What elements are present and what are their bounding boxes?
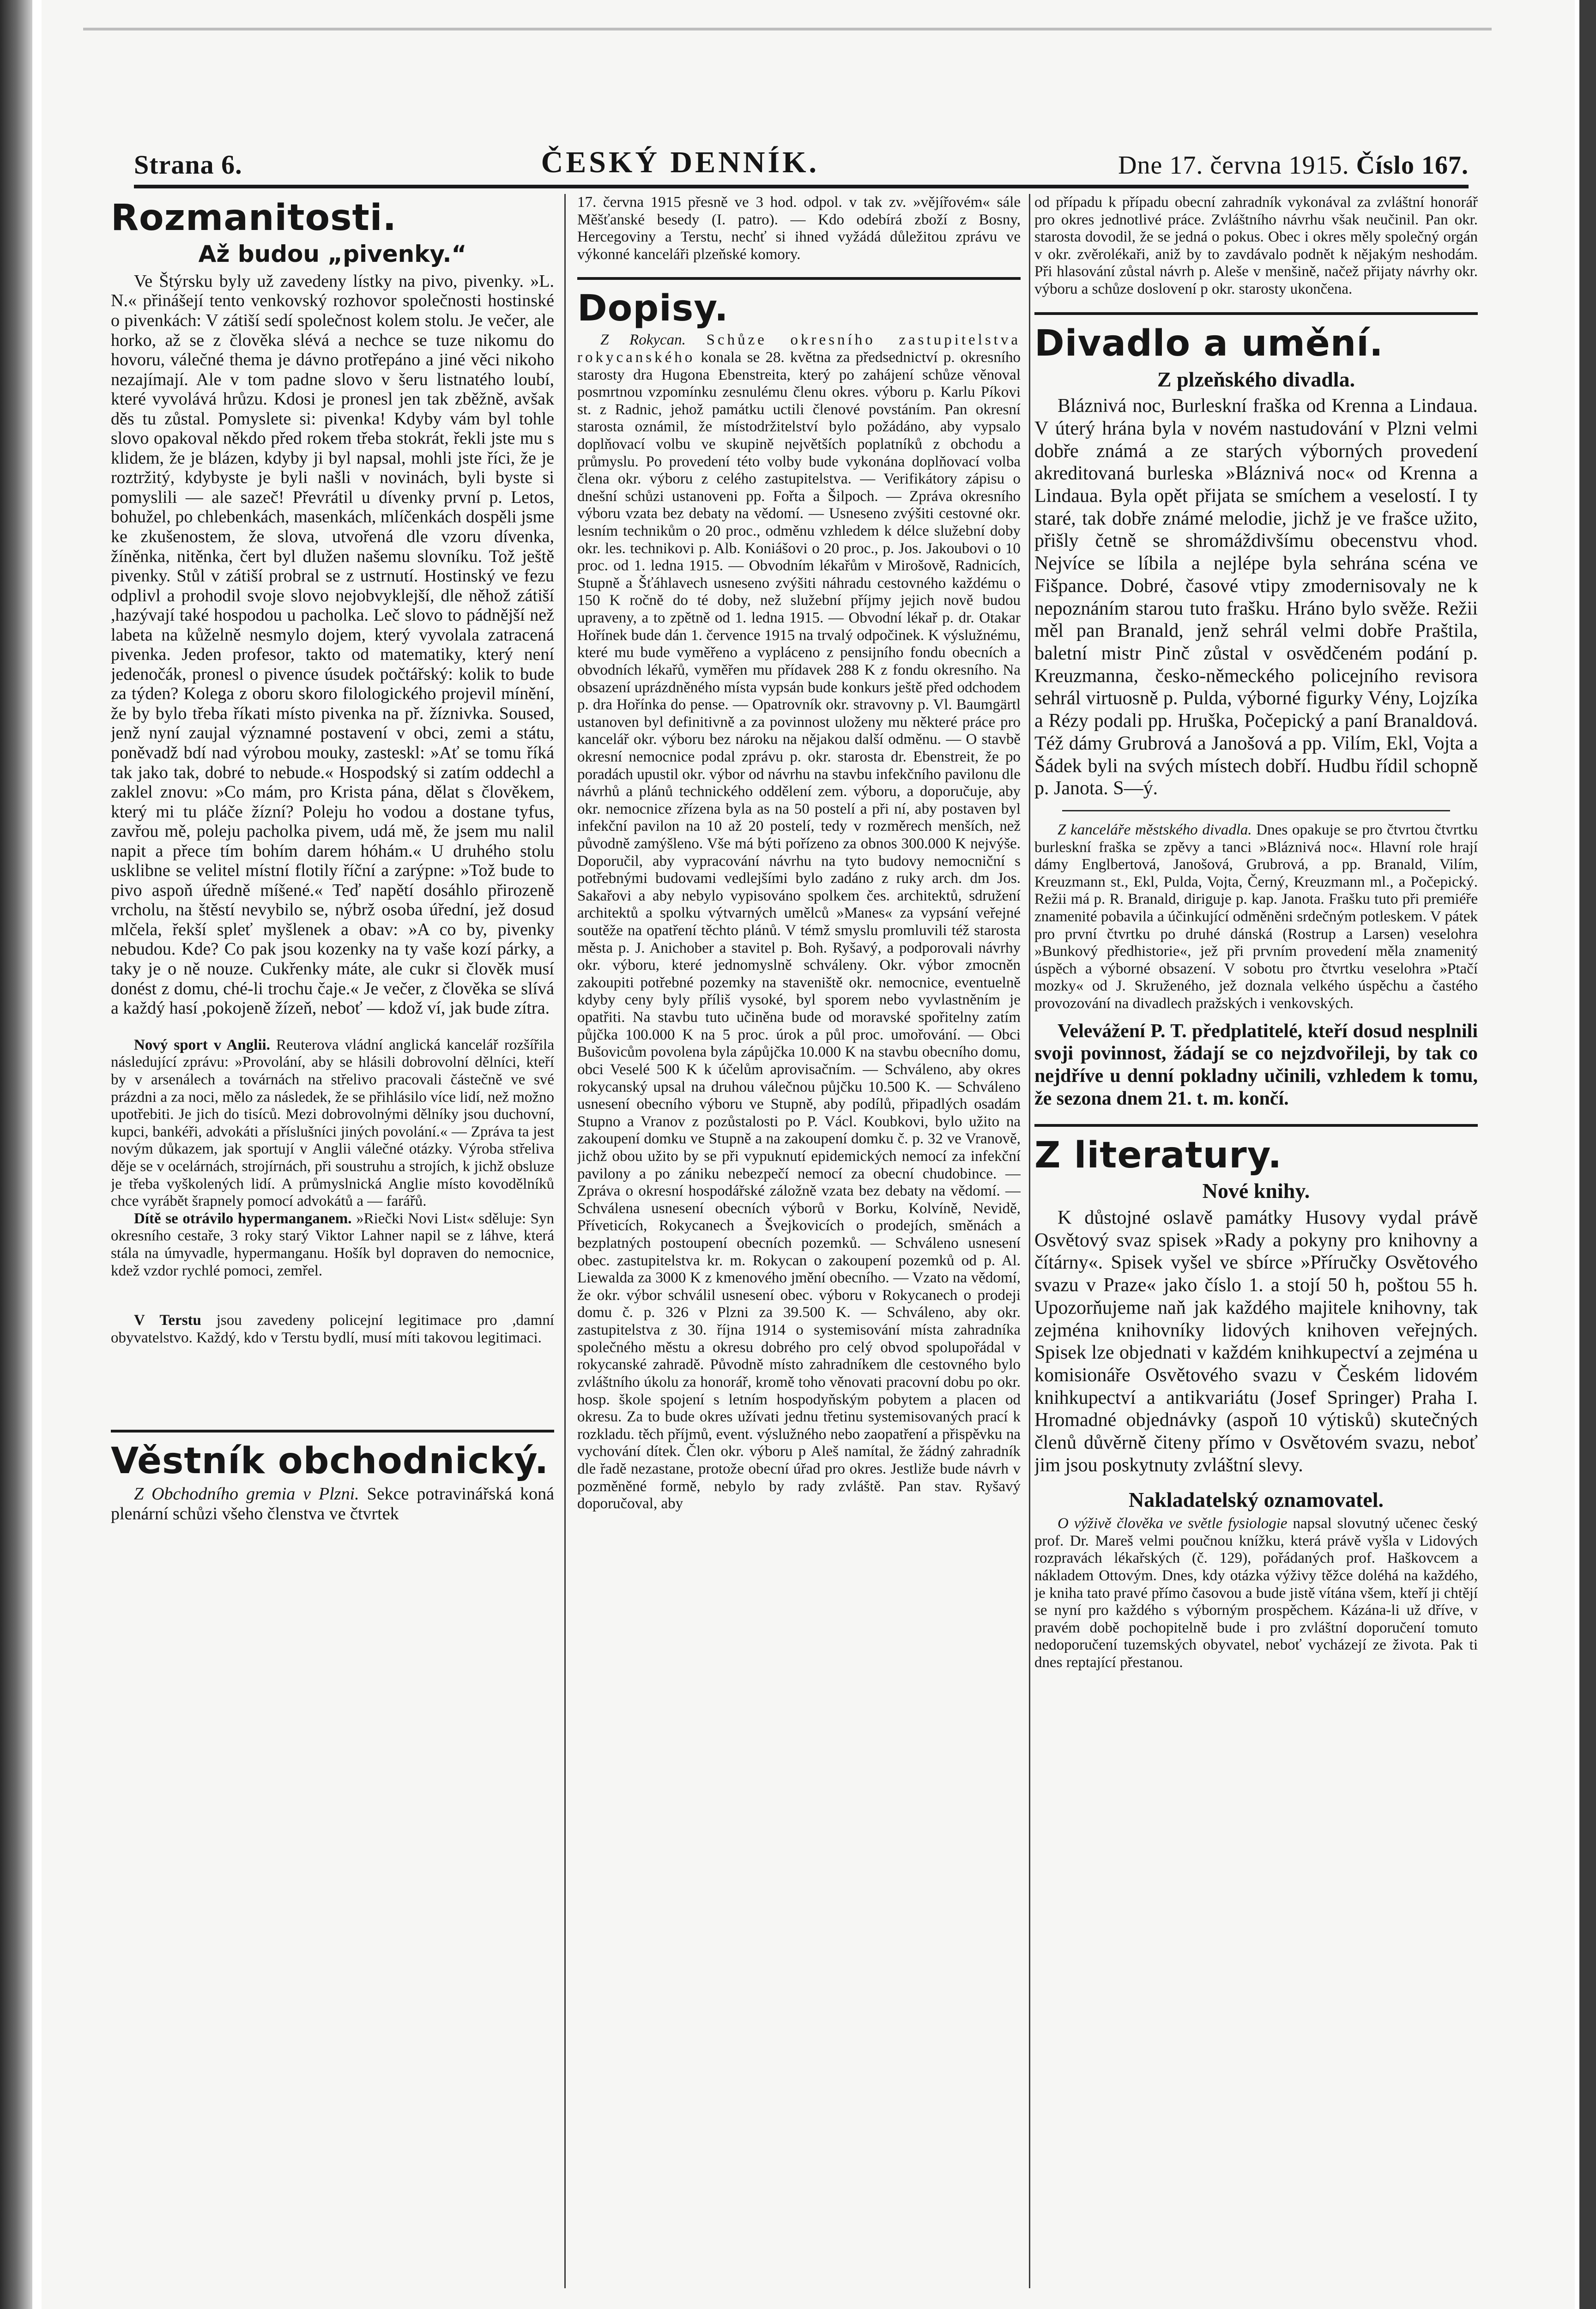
article-body-pivenky: Ve Štýrsku byly už zavedeny lístky na pivo, pivenky. »L. N.« přinášejí tento venkovský rozhovor společnosti hostinské o pivenkách: V zátiší sedí společnost kolem stolu. Je večer, ale horko, až se z člověka slévá a nechce se tuze nikomu do hovoru, válečné thema je dávno protřepáno a jiné věci nikoho nezajímají. Ale v tom padne slovo v šeru listnatého loubí, které vyvolává hrůzu. Kdosi je pronesl jen tak zběžně, avšak děs tu zůstal. Pomyslete si: pivenka! Kdyby vám byl tohle slovo opakoval někdo před rokem třeba stokrát, řekli jste mu s klidem, že je blázen, kdyby ji byl napsal, mohli jste říci, že je roztržitý, kdybyste je byli našli v novinách, byli byste si pomyslili — ale sazeč! Převrátil u dívenky první p. Letos, bohužel, po chlebenkách, masenkách, mlíčenkách dospěli jsme ke zkušenostem, že slova, utvořená dle vzoru dívenka, žíněnka, nitěnka, čert byl dlužen našemu slovníku. Tož ještě pivenky. Stůl v zátiší probral se z ustrnutí. Hostinský ve fezu odplivl a prohodil svoje slovo nejobvyklejší, dle něhož zátiší ,hazývají také hospodou u pacholka. Leč slovo to pádnější než labeta na kůželně nesmylo dojem, který vyvolala zatracená pivenka. Jeden profesor, takto od matematiky, který není jedenočák, pronesl o pivence úsudek počtářský: kolik to bude za týden? Kolega z oboru skoro filologického projevil mínění, že by bylo třeba říkati místo pivenka na př. žíznivka. Soused, jenž nyní zaujal významné postavení v obci, zemi a státu, poněvadž bdí nad výrobou mouky, zasteskl: »Ať se tomu říká tak jako tak, dobré to nebude.« Hospodský si zatím oddechl a zaklel znovu: »Co mám, pro Krista pána, dělat s člověkem, který mi tu pláče žízní? Poleju ho vodou a dostane tyfus, zavřou mě, poleju pacholka pivem, udá mě, že jsem mu nalil napit a přece tím bohím darem hóhám.« U druhého stolu usklibne se velitel místní flotily říční a zarýpne: »Tož bude to pivo aspoň úředně míšené.« Teď napětí dosáhlo přirozeně vrcholu, na štěstí nevybilo se, nýbrž osoba úřední, jež dosud mlčela, řekší spleť myšlenek a obav: »A co by, pivenky nebudou. Kde? Co pak jsou kozenky na ty vaše kozí párky, a taky je o ně nouze. Cukřenky máte, ale cukr si člověk musí donést z domu, ché-li trochu čaje.« Je večer, z člověka se slívá a každý hasí ,pokojeně žízeň, neboť — kdož ví, jak bude zítra. — [111, 271, 554, 1018]
section-title-divadlo: Divadlo a umění. — [1034, 322, 1384, 364]
issue-number: Číslo 167. — [1356, 151, 1469, 180]
publisher-subtitle: Nakladatelský oznamovatel. — [1129, 1487, 1384, 1511]
scan-edge-strip — [83, 28, 1492, 30]
column-rule-1 — [564, 194, 566, 2288]
vestnik-text: Sekce potravinářská koná plenární schůzi všeho členstva ve čtvrtek — [111, 1484, 554, 1523]
dopisy-lead: Z Rokycan. — [600, 332, 686, 349]
column-rule-2 — [1029, 194, 1030, 2288]
publisher-text: napsal slovutný učenec český prof. Dr. Mareš velmi poučnou knížku, která právě vyšla v Lidových rozpravách lékařských (č. 129), pořádaných prof. Haškovcem a nákladem Ottovým. Dnes, kdy otázka výživy těžce doléhá na každého, je kniha tato pravé přímo časovou a bude jistě vítána všem, kteří ji chtějí se nyní pro každého s výborným prospěchem. Kázána-li už dříve, v pravém době pochopitelně bude i pro zvláštní doporučení tomuto nedoporučení tuzemských obyvatel, neboť vycházejí ze života. Pak ti dnes reptající přestanou. — [1034, 1515, 1478, 1671]
kancelar-lead: Z kanceláře městského divadla. — [1058, 822, 1252, 838]
news-item-terst — [111, 1312, 554, 1347]
masthead — [134, 139, 1469, 180]
column-3 — [1034, 194, 1478, 2288]
news-head-terst: V Terstu — [134, 1312, 201, 1329]
vestnik-body — [111, 1484, 554, 1523]
dopisy-spaced: Schůze okresního zastupitelstva rokycanského — [577, 332, 1021, 366]
paper-name: ČESKÝ DENNÍK. — [541, 145, 820, 179]
dopisy-body — [577, 332, 1021, 1512]
news-body-sport: Reuterova vládní anglická kancelář rozšířila následující zprávu: »Provolání, aby se hlásili dobrovolní dělníci, kteří by v arsenálech a továrnách na střelivo pracovali částečně ve své prázdni a za noci, mělo za následek, že se přihlásilo více lidí, než možno upotřebiti. Je jich do tisíců. Mezi dobrovolnými dělníky jsou duchovní, kupci, bankéři, advokáti a příslušníci jiných povolání.« — Zpráva ta jest novým důkazem, jak sportují v Anglii válečné otázky. Výroba střeliva děje se v ocelárnách, strojírnách, při soustruhu a strojích, k jichž obsluze je třeba vyškolených lidí. A průmyslnická Anglie místo kovodělníků chce vyrábět šrapnely pomocí advokátů a — farářů. — [111, 1036, 554, 1210]
news-item-sport — [111, 1037, 554, 1210]
article-title-pivenky: Až budou „pivenky.“ — [198, 240, 467, 267]
news-body-terst: jsou zavedeny policejní legitimace pro ,damní obyvatelstvo. Každý, kdo v Terstu bydlí, musí míti takovou legitimaci. — [111, 1312, 554, 1346]
section-title-vestnik: Věstník obchodnický. — [111, 1440, 549, 1482]
date-issue-group — [1118, 151, 1469, 180]
section-rule-dopisy — [577, 277, 1021, 280]
kancelar-text: Dnes opakuje se pro čtvrtou čtvrtku burleskní fraška se zpěvy a tanci »Bláznivá noc«. Hlavní role hrají dámy Englbertová, Janošová, Grubrová, a pp. Branald, Vilím, Kreuzmann st., Ekl, Pulda, Vojta, Černý, Kreuzmann ml., a Počepický. Režii má p. R. Branald, diriguje p. kap. Janota. Frašku tuto při premiéře znamenité pobavila a účinkující odměněni srdečným potleskem. V pátek pro první čtvrtku po druhé dánská (Rostrup a Larsen) veselohra »Bunkový předhistorie«, jež při prvním provedení měla znamenitý úspěch a výborné obsazení. V sobotu pro čtvrtku veselohra »Ptačí mozky« od J. Skruženého, jež doznala velkého úspěchu a častého provozování na divadlech pražských i venkovských. — [1034, 822, 1478, 1012]
section-rule-vestnik — [111, 1430, 554, 1433]
dopisy-text: konala se 28. května za předsednictví p. okresního starosty dra Hugona Ebenstreita, který po zahájení schůze věnoval posmrtnou vzpomínku zesnulému členu okres. výboru p. Karlu Píkovi st. z Radnic, jehož památku uctili členové povstáním. Pan okresní starosta oznámil, že místodržitelství bylo požádáno, aby vypsalo doplňovací volbu ve skupině největších poplatníků z obchodu a průmyslu. Po provedení této volby bude vykonána doplňovací volba člena okr. výboru z celého zastupitelstva. — Verifikátory zápisu o dnešní schůzi ustanoveni pp. Fořta a Šilpoch. — Zpráva okresního výboru vzata bez debaty na vědomí. — Usneseno zvýšiti cestovné okr. lesním technikům o 20 proc., odměnu vzhledem k délce služební doby okr. les. technikovi p. Alb. Koniášovi o 20 proc., p. Jos. Jakoubovi o 10 proc. od 1. ledna 1915. — Obvodním lékařům v Mirošově, Radnicích, Stupně a Šťáhlavech usneseno zvýšiti náhradu cestovného každému o 150 K ročně do té doby, než služební příjmy jejich nově budou upraveny, a to zpětně od 1. ledna 1915. — Obvodní lékař p. dr. Otakar Hořínek bude dán 1. července 1915 na trvalý odpočinek. K výslužnému, které mu bude vyměřeno a vypláceno z pensijního fondu obecních a obvodních lékařů, vyměřen mu přídavek 288 K z fondu okresního. Na obsazení uprázdněného místa vypsán bude konkurs ještě před odchodem p. dra Hořínka do pense. — Opatrovník okr. stravovny p. Vl. Baumgärtl ustanoven byl definitivně a za povinnost uloženy mu některé práce pro kancelář okr. výboru bez nároku na nějakou další odměnu. — O stavbě okresní nemocnice podal zprávu p. okr. starosta dr. Ebenstreit, že po poradách upustil okr. výbor od návrhu na stavbu infekčního pavilonu dle návrhů a plánů technického oddělení zem. výboru, a doporučuje, aby okr. nemocnice zřízena byla as na 50 postelí a při ní, aby postaven byl infekční pavilon na 10 až 20 postelí, tedy v rozměrech menších, než původně zamýšleno. Vše má býti pořízeno za obnos 300.000 K nejvýše. Doporučil, aby vypracování návrhu na tyto budovy nemocniční s potřebnými budovami vedlejšími bylo zadáno z ruky arch. dm Jos. Sakařovi a aby nebylo vypisováno spolkem čes. architektů, sdružení architektů a spolku výtvarných umělců »Manes« za vypsání veřejné soutěže na opatření těchto plánů. V témž smyslu promluvili též starosta města p. J. Anichober a stavitel p. Boh. Ryšavý, a podporovali návrhy okr. výboru, které jednomyslně schváleny. Okr. výbor zmocněn zakoupiti potřebné pozemky na staveniště okr. nemocnice, eventuelně kdyby ceny byly příliš vysoké, byl sporem nebo vyvlastněním je opatřiti. Na stavbu tuto učiněna bude od moravské spořitelny zatím půjčka 100.000 K na 5 proc. úrok a půl proc. umořování. — Obci Bušovicům povolena byla zápůjčka 10.000 K na stavbu obecního domu, obci Veselé 500 K k účelům aprovisačním. — Schváleno, aby okres rokycanský upsal na druhou válečnou půjčku 10.500 K. — Schváleno usnesení obecního výboru ve Stupně, aby podílů, připadlých osadám Stupno a Vranov z pozůstalosti po P. Václ. Koubkovi, bylo užito na zakoupení domku ve Stupně a na zakoupení domku č. p. 32 ve Vranově, jichž obou užito by se při vypuknutí epidemických nemocí za infekční pavilony a po zániku nebezpečí nemocí za obecní chudobince. — Zpráva o okresní hospodářské záložně vzata bez debaty na vědomí. — Schválena usnesení obecních výborů v Borku, Kolvíně, Nevidě, Příveticích, Rokycanech a Švejkovicích o prodejích, směnách a bezplatných postoupení obecních pozemků. — Schváleno usnesení obec. zastupitelstva kr. m. Rokycan o zakoupení pozemků od p. Al. Liewalda za 3000 K z kmenového jmění obecního. — Vzato na vědomí, že okr. výbor schválil usnesení obec. výboru v Rokycanech o prodeji domu č. p. 326 v Plzni za 39.500 K. — Schváleno, aby okr. zastupitelstva z 30. října 1914 o systemisování místa zahradníka společného městu a okresu dobrého pro celý obvod spolupořádal v rokycanské zahradě. Původně místo zahradníkem dle cestovného bylo zvláštního úkolu za honorář, kromě toho věnovati pracovní dobu po okr. hosp. škole spojení s letním hospodyňským pobytem a placen od okresu. Za to bude okres užívati jednu třetinu systemisovaných prací k rozkladu. — [577, 349, 1021, 1443]
scan-frame-right — [1579, 0, 1596, 2309]
masthead-rule — [134, 185, 1469, 188]
news-item-child — [111, 1210, 554, 1280]
publisher-body — [1034, 1515, 1478, 1671]
issue-date: Dne 17. června 1915. — [1118, 151, 1349, 180]
news-head-sport: Nový sport v Anglii. — [134, 1036, 270, 1053]
section-rule-literatura — [1034, 1124, 1478, 1127]
publisher-lead: O výživě člověka ve světle fysiologie — [1058, 1515, 1288, 1532]
dopisy-end: těch příjmů, event. výslužného nebo zaopatření a přispěvku na vychování dítek. Člen okr. výboru p Aleš namítal, že žádný zahradník dle řadě nezastane, protože obecní úřad pro okres. Jestliže bude návrh v pozměněné formě, nebylo by rady zvláště. Pan stav. Ryšavý doporučoval, aby — [577, 1426, 1021, 1512]
scan-frame-left — [0, 0, 32, 2309]
divadlo-subtitle: Z plzeňského divadla. — [1157, 367, 1355, 391]
divadlo-body: Bláznivá noc, Burleskní fraška od Krenna a Lindaua. V úterý hrána byla v novém nastudování v Plzni velmi dobře známá a ze starých výborných provedení akreditovaná burleska »Bláznivá noc« od Krenna a Lindaua. Byla opět přijata se smíchem a veselostí. I ty staré, tak dobře známé melodie, jichž je ve frašce užito, přišly četně se shromáždivšímu obecenstvu vhod. Nejvíce se líbila a nejlépe byla sehrána scéna ve Fišpance. Dobré, časové vtipy zmodernisovaly ne k nepoznáním starou tuto frašku. Hráno bylo svěže. Režii měl pan Branald, jenž sehrál velmi dobře Praštila, baletní mistr Pinč zůstal v osvědčeném podání p. Kreuzmanna, česko-německého policejního revisora sehrál virtuosně p. Pulda, výborné figurky Vény, Lojzíka a Rézy podali pp. Hruška, Počepický a paní Branaldová. Též dámy Grubrová a Janošová a pp. Vilím, Ekl, Vojta a Šádek byli na svých místech dobří. Hudbu řídil schopně p. Janota. S—ý. — [1034, 395, 1478, 799]
section-title-dopisy: Dopisy. — [577, 288, 729, 330]
news-head-child: Dítě se otrávilo hypermanganem. — [134, 1210, 352, 1227]
page-label: Strana 6. — [134, 150, 242, 180]
column-1 — [111, 194, 554, 2288]
section-rule-divadlo — [1034, 312, 1478, 315]
dopisy-continuation: od případu k případu obecní zahradník vykonával za zvláštní honorář pro okres jednotlivé práce. Zvláštního návrhu však neučinil. Pan okr. starosta dovodil, že se jedná o pokus. Obec i okres měly společný orgán v okr. zvěrolékaři, aniž by to zavdávalo podnět k nějakým neshodám. Při hlasování zůstal návrh p. Aleše v menšině, načež přijaty návrhy okr. výboru a schůze doslovení p okr. starosty ukončena. — [1034, 194, 1478, 298]
kancelar-body — [1034, 822, 1478, 1013]
vestnik-continuation: 17. června 1915 přesně ve 3 hod. odpol. v tak zv. »vějířovém« sále Měšťanské besedy (I. patro). — Kdo odebírá zboží z Bosny, Hercegoviny a Terstu, nechť si ihned vyžádá důležitou zprávu ve výkonné kanceláři plzeňské komory. — [577, 194, 1021, 263]
column-2 — [577, 194, 1021, 2288]
section-title-literatura: Z literatury. — [1034, 1134, 1282, 1176]
subscriber-appeal: Velevážení P. T. předplatitelé, kteří dosud nesplnili svoji povinnost, žádají se co nejzdvořileji, by tak co nejdříve u denní pokladny učinili, vzhledem k tomu, že sezona dnem 21. t. m. končí. — [1034, 1020, 1478, 1109]
vestnik-lead: Z Obchodního gremia v Plzni. — [134, 1484, 359, 1504]
divadlo-divider — [1062, 810, 1450, 811]
news-body-child: »Riečki Novi List« sděluje: Syn okresního cestaře, 3 roky starý Viktor Lahner napil se z láhve, která stála na úmyvadle, hypermanganu. Hošík byl dopraven do nemocnice, kdež vzdor rychlé pomoci, zemřel. — [111, 1210, 554, 1279]
section-title-rozmanitosti: Rozmanitosti. — [111, 197, 397, 239]
literatura-body: K důstojné oslavě památky Husovy vydal právě Osvětový svaz spisek »Rady a pokyny pro knihovny a čítárny«. Spisek vyšel ve sbírce »Příručky Osvětového svazu v Praze« jako číslo 1. a stojí 50 h, poštou 55 h. Upozorňujeme naň jak každého majitele knihovny, tak zejména knihovníky lidových knihoven veřejných. Spisek lze objednati v každém knihkupectví a zejména u komisionáře Osvětového svazu v Českém lidovém knihkupectví a antikvariátu (Josef Springer) Praha I. Hromadné objednávky (aspoň 10 výtisků) skutečných členů důvěrně čiteny přímo v Osvětovém svazu, neboť jim jsou poskytnuty zvláštní slevy. — [1034, 1207, 1478, 1476]
literatura-subtitle: Nové knihy. — [1202, 1179, 1310, 1203]
